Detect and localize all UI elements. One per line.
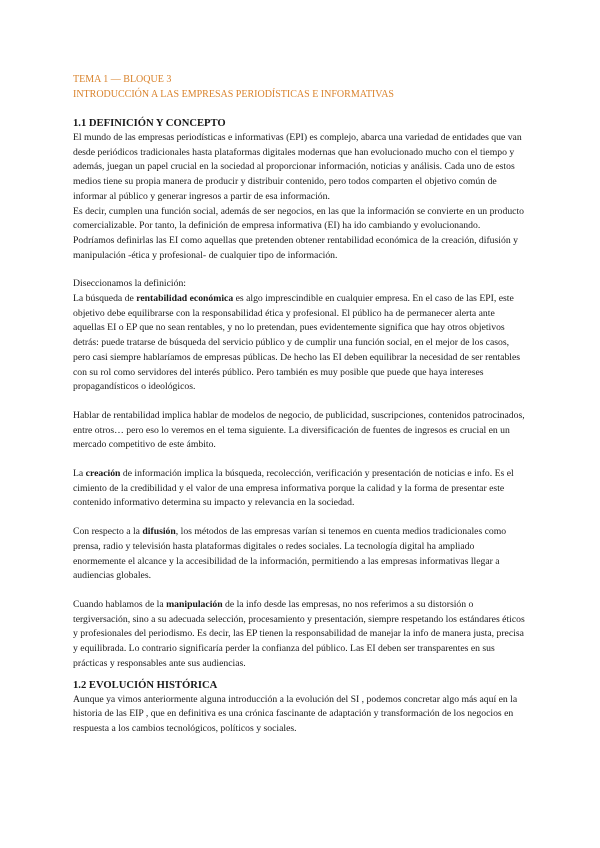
paragraph-manipulacion [73, 598, 525, 672]
document-body [73, 72, 525, 737]
text-run: La búsqueda de [73, 293, 137, 305]
paragraph: Diseccionamos la definición: [73, 278, 186, 290]
text-run: de información implica la búsqueda, recolección, verificación y presentación de noticias e info. Es el cimiento de la credibilidad y el valor de una empresa informativa porque la calidad y la forma de presentar este contenido informativo determina su impacto y relevancia en la sociedad. [73, 468, 514, 509]
bold-term: manipulación [166, 598, 223, 610]
text-run: es algo imprescindible en cualquier empresa. En el caso de las EPI, este objetivo debe equilibrarse con la responsabilidad ética y profesional. El público ha de permanecer alerta ante aquellas EI o EP que no sean rentables, y no lo pretendan, pues evidentemente significa que hay otros objetivos detrás: puede tratarse de búsqueda del servicio público y de cumplir una función social, en el mejor de los casos, pero casi siempre hablaríamos de empresas públicas. De hecho las EI deben equilibrar la necesidad de ser rentables con su rol como servidores del interés público. Pero también es muy posible que puede que haya intereses propagandísticos o ideológicos. [73, 293, 521, 393]
paragraph: Podríamos definirlas las EI como aquellas que pretenden obtener rentabilidad económica de la creación, difusión y manipulación -ética y profesional- de cualquier tipo de información. [73, 234, 518, 261]
text-run: La [73, 468, 86, 480]
paragraph: El mundo de las empresas periodísticas e informativas (EPI) es complejo, abarca una variedad de entidades que van desde periódicos tradicionales hasta plataformas digitales modernas que han evolucionado mucho con el tiempo y además, juegan un papel crucial en la sociedad al proporcionar información, noticias y análisis. Cada uno de estos medios tiene su propia manera de producir y distribuir contenido, pero todos comparten el objetivo común de informar al público y generar ingresos a partir de esa información. [73, 132, 522, 202]
section-heading-definicion: 1.1 DEFINICIÓN Y CONCEPTO [73, 118, 226, 129]
paragraph: Hablar de rentabilidad implica hablar de modelos de negocio, de publicidad, suscripciones, contenidos patrocinados, entre otros… pero eso lo veremos en el tema siguiente. La diversificación de fuentes de ingresos es crucial en un mercado competitivo de este ámbito. [73, 409, 525, 451]
text-run: de la info desde las empresas, no nos referimos a su distorsión o tergiversación, sino a su adecuada selección, procesamiento y presentación, siempre respetando los estándares éticos y profesionales del periodismo. Es decir, las EP tienen la responsabilidad de manejar la info de manera justa, precisa y equilibrada. Lo contrario significaría perder la confianza del público. Las EI deben ser transparentes en sus prácticas y responsables ante sus audiencias. [73, 598, 525, 669]
section-heading-evolucion: 1.2 EVOLUCIÓN HISTÓRICA [73, 679, 218, 691]
paragraph-creacion [73, 467, 525, 511]
paragraph: Es decir, cumplen una función social, además de ser negocios, en las que la información se convierte en un producto comercializable. Por tanto, la definición de empresa informativa (EI) ha ido cambiando y evolucionando. [73, 205, 525, 232]
paragraph-rentabilidad [73, 292, 525, 395]
bold-term: rentabilidad económica [136, 293, 234, 305]
document-title: INTRODUCCIÓN A LAS EMPRESAS PERIODÍSTICAS E INFORMATIVAS [73, 89, 394, 100]
tema-label: TEMA 1 — BLOQUE 3 [73, 74, 172, 85]
text-run: , los métodos de las empresas varían si tenemos en cuenta medios tradicionales como prensa, radio y televisión hasta plataformas digitales o redes sociales. La tecnología digital ha ampliado enormemente el alcance y la accesibilidad de la información, permitiendo a las empresas informativas llegar a audiencias globales. [73, 526, 507, 582]
paragraph-difusion [73, 525, 525, 584]
bold-term: difusión [142, 526, 176, 538]
paragraph: Aunque ya vimos anteriormente alguna introducción a la evolución del SI , podemos concretar algo más aquí en la historia de las EIP , que en definitiva es una crónica fascinante de adaptación y transformación de los negocios en respuesta a los cambios tecnológicos, políticos y sociales. [73, 693, 518, 734]
text-run: Cuando hablamos de la [73, 598, 167, 610]
text-run: Con respecto a la [73, 526, 143, 538]
bold-term: creación [85, 468, 121, 480]
